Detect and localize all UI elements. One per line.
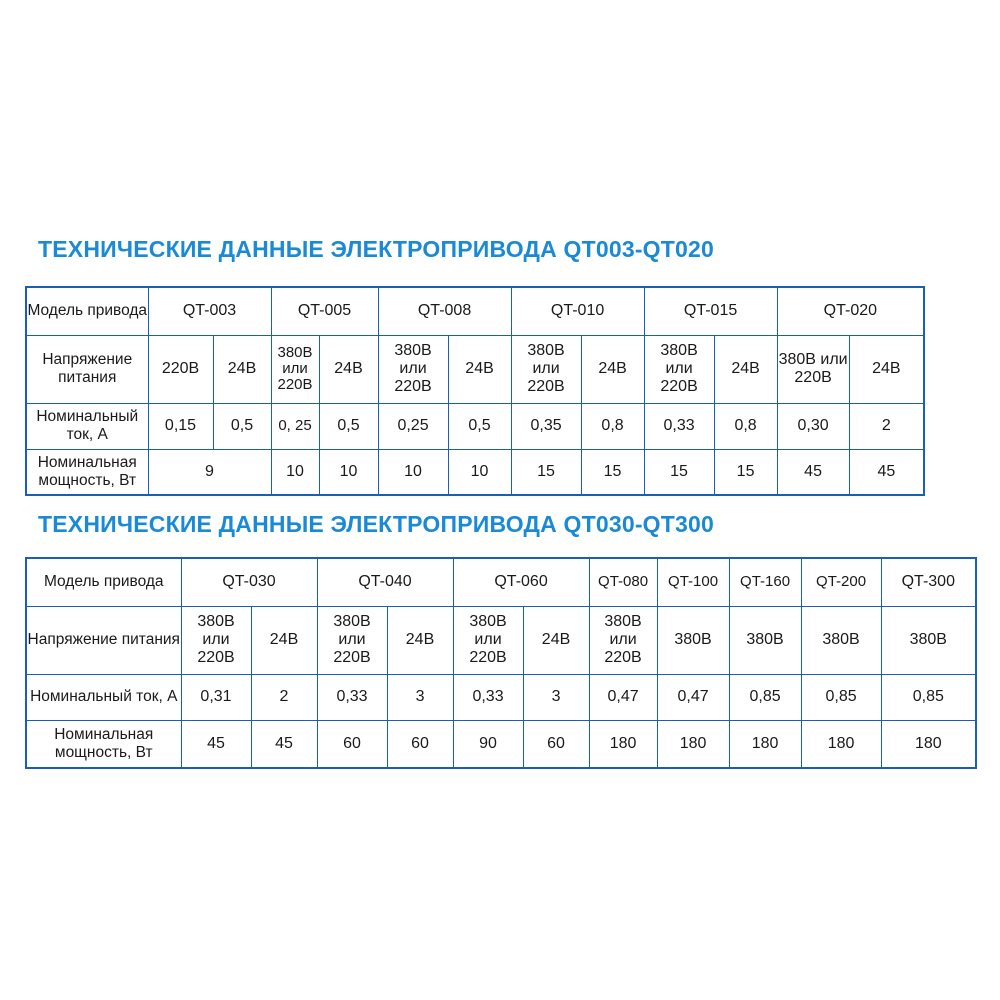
current-cell: 0,33 [644,403,714,449]
power-row [26,720,976,768]
power-cell: 10 [448,449,511,495]
current-cell: 0,5 [319,403,378,449]
voltage-cell: 24В [387,606,453,674]
model-cell: QT-005 [271,287,378,335]
current-cell: 0,33 [317,674,387,720]
model-cell: QT-160 [729,558,801,606]
power-cell: 9 [148,449,271,495]
model-cell: QT-008 [378,287,511,335]
model-row [26,287,924,335]
current-row [26,674,976,720]
voltage-cell: 380В или 220В [453,606,523,674]
voltage-cell: 380В [881,606,976,674]
voltage-cell: 24В [849,335,924,403]
spec-table-qt030-qt300 [25,557,977,769]
voltage-cell: 24В [523,606,589,674]
section1-title: ТЕХНИЧЕСКИЕ ДАННЫЕ ЭЛЕКТРОПРИВОДА QT003-QT020 [38,236,714,262]
current-cell: 0,31 [181,674,251,720]
row-label-current: Номинальный ток, А [26,674,181,720]
spec-table-qt003-qt020 [25,286,925,496]
voltage-cell: 24В [714,335,777,403]
current-cell: 3 [387,674,453,720]
model-cell: QT-300 [881,558,976,606]
power-cell: 10 [271,449,319,495]
current-cell: 0, 25 [271,403,319,449]
current-cell: 0,85 [729,674,801,720]
model-cell: QT-003 [148,287,271,335]
model-cell: QT-020 [777,287,924,335]
voltage-cell: 220В [148,335,213,403]
voltage-cell: 380В или 220В [378,335,448,403]
power-cell: 180 [657,720,729,768]
current-cell: 0,25 [378,403,448,449]
voltage-cell: 380В или 220В [181,606,251,674]
power-cell: 60 [317,720,387,768]
power-cell: 180 [881,720,976,768]
voltage-cell: 380В или 220В [511,335,581,403]
current-cell: 0,47 [589,674,657,720]
voltage-cell: 380В или 220В [644,335,714,403]
voltage-cell: 24В [213,335,271,403]
power-cell: 90 [453,720,523,768]
voltage-cell: 380В или 220В [317,606,387,674]
power-cell: 10 [319,449,378,495]
row-label-voltage: Напряжение питания [26,335,148,403]
voltage-cell: 380В или 220В [271,335,319,403]
current-cell: 0,47 [657,674,729,720]
power-cell: 10 [378,449,448,495]
current-cell: 0,85 [801,674,881,720]
power-cell: 45 [251,720,317,768]
current-cell: 3 [523,674,589,720]
voltage-cell: 380В или 220В [589,606,657,674]
model-cell: QT-030 [181,558,317,606]
voltage-cell: 24В [319,335,378,403]
voltage-row [26,335,924,403]
current-cell: 2 [849,403,924,449]
model-cell: QT-060 [453,558,589,606]
current-cell: 0,5 [448,403,511,449]
power-cell: 15 [644,449,714,495]
current-cell: 0,85 [881,674,976,720]
voltage-cell: 380В [801,606,881,674]
model-cell: QT-010 [511,287,644,335]
current-cell: 0,35 [511,403,581,449]
voltage-row [26,606,976,674]
voltage-cell: 380В [729,606,801,674]
row-label-voltage: Напряжение питания [26,606,181,674]
voltage-cell: 380В или 220В [777,335,849,403]
power-cell: 15 [581,449,644,495]
model-cell: QT-015 [644,287,777,335]
power-cell: 180 [589,720,657,768]
model-cell: QT-080 [589,558,657,606]
model-cell: QT-040 [317,558,453,606]
row-label-power: Номинальная мощность, Вт [26,449,148,495]
power-cell: 45 [849,449,924,495]
power-cell: 180 [729,720,801,768]
power-cell: 15 [511,449,581,495]
current-row [26,403,924,449]
row-label-model: Модель привода [26,287,148,335]
current-cell: 0,5 [213,403,271,449]
row-label-power: Номинальная мощность, Вт [26,720,181,768]
current-cell: 0,30 [777,403,849,449]
current-cell: 0,8 [714,403,777,449]
section2-title: ТЕХНИЧЕСКИЕ ДАННЫЕ ЭЛЕКТРОПРИВОДА QT030-QT300 [38,511,714,537]
power-cell: 60 [387,720,453,768]
power-cell: 60 [523,720,589,768]
model-cell: QT-100 [657,558,729,606]
current-cell: 0,15 [148,403,213,449]
power-cell: 45 [181,720,251,768]
voltage-cell: 24В [251,606,317,674]
row-label-current: Номинальный ток, А [26,403,148,449]
power-cell: 180 [801,720,881,768]
current-cell: 2 [251,674,317,720]
voltage-cell: 24В [448,335,511,403]
power-cell: 45 [777,449,849,495]
model-row [26,558,976,606]
voltage-cell: 24В [581,335,644,403]
row-label-model: Модель привода [26,558,181,606]
current-cell: 0,8 [581,403,644,449]
power-cell: 15 [714,449,777,495]
model-cell: QT-200 [801,558,881,606]
power-row [26,449,924,495]
current-cell: 0,33 [453,674,523,720]
voltage-cell: 380В [657,606,729,674]
